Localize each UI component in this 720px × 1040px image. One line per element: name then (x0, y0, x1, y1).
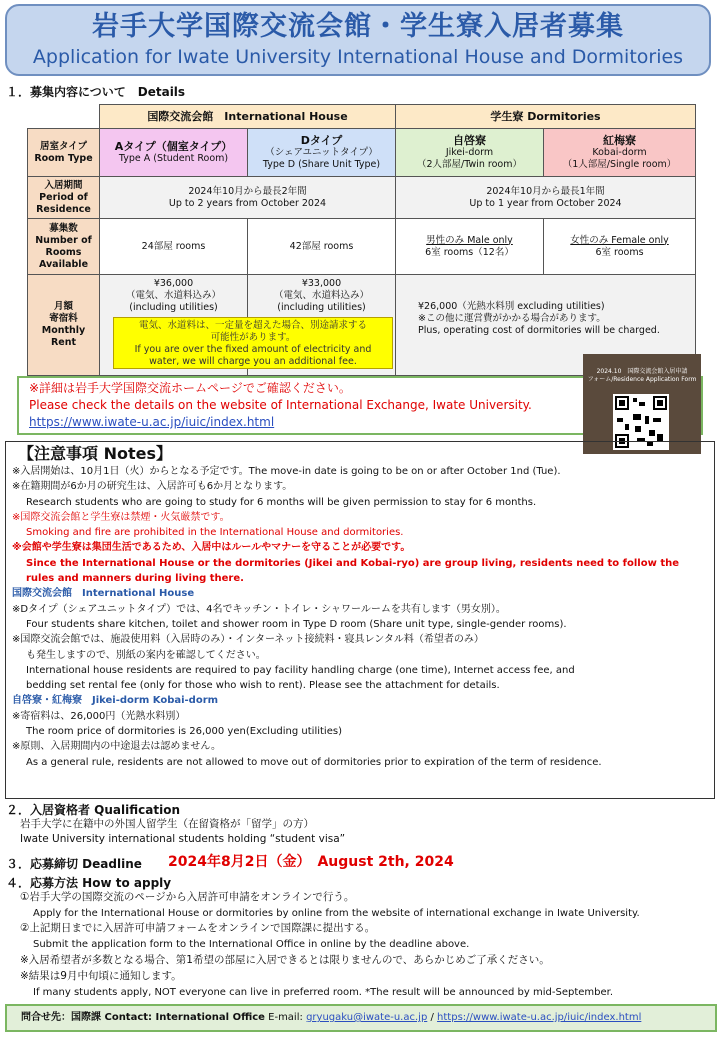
type-a-cell: Aタイプ（個室タイプ） Type A (Student Room) (100, 129, 248, 177)
notes-line: ※原則、入居期間内の中途退去は認めません。 (12, 741, 221, 753)
notes-line: ※寄宿料は、26,000円（光熱水料別） (12, 710, 186, 722)
notes-line: bedding set rental fee (only for those who wish to rent). Please see the attachment for details. (26, 680, 500, 692)
notes-box (5, 441, 715, 799)
notes-line: As a general rule, residents are not allowed to move out of dormitories prior to expiration of the term of residence. (26, 756, 602, 768)
type-d-cell: Dタイプ （シェアユニットタイプ） Type D (Share Unit Type) (248, 129, 396, 177)
notes-line: ※Dタイプ（シェアユニットタイプ）では、4名でキッチン・トイレ・シャワールームを共有します（男女別）。 (12, 603, 506, 615)
qr-card[interactable] (583, 354, 701, 454)
ih-header: 国際交流会館 International House (100, 105, 396, 129)
notes-subheading: 自啓寮・紅梅寮 Jikei-dorm Kobai-dorm (12, 695, 219, 707)
deadline-date: 2024年8月2日（金） August 2th, 2024 (168, 854, 454, 870)
qr-caption: 2024.10 国際交流会館入居申請 フォーム/Residence Application Form (587, 368, 697, 383)
title-en: Application for Iwate University International House and Dormitories (32, 46, 684, 68)
notes-line: も発生しますので、別紙の案内を確認してください。 (26, 649, 266, 661)
kobai-cell: 紅梅寮 Kobai-dorm （1人部屋/Single room） (544, 129, 696, 177)
rooms-label: 募集数 Number of Rooms Available (28, 219, 100, 275)
detail-link[interactable]: https://www.iwate-u.ac.jp/iuic/index.html (29, 415, 275, 429)
rooms-jikei: 男性のみ Male only 6室 rooms（12名） (396, 219, 544, 275)
section2-heading: ２．入居資格者 Qualification (6, 803, 180, 817)
dorm-header: 学生寮 Dormitories (396, 105, 696, 129)
rooms-kobai: 女性のみ Female only 6室 rooms (544, 219, 696, 275)
title-ja: 岩手大学国際交流会館・学生寮入居者募集 (92, 11, 624, 42)
rent-label: 月額 寄宿料 Monthly Rent (28, 275, 100, 376)
notes-line: International house residents are required to pay facility handling charge (one time), Internet access fee, and (26, 664, 575, 676)
apply-step-1-en: Apply for the International House or dormitories by online from the website of international exchange in Iwate University. (33, 908, 640, 919)
apply-step-2: ②上記期日までに入居許可申請フォームをオンラインで国際課に提出する。 (20, 922, 376, 934)
rent-a: ¥36,000 （電気、水道料込み） (including utilities) (100, 275, 248, 376)
email-link[interactable]: gryugaku@iwate-u.ac.jp (306, 1012, 428, 1023)
apply-note-2: ※結果は9月中旬頃に通知します。 (20, 970, 182, 982)
rent-dorm: ¥26,000（光熱水料別 excluding utilities) ※この他に運営費がかかる場合があります。 Plus, operating cost of dormitories will be charged. (396, 275, 696, 376)
section1-heading: １．募集内容について Details (6, 85, 186, 99)
apply-step-1: ①岩手大学の国際交流のページから入居許可申請をオンラインで行う。 (20, 891, 355, 903)
notes-line: Since the International House or the dormitories (Jikei and Kobai-ryo) are group living, residents need to follow the (26, 557, 680, 569)
notes-line: Research students who are going to study for 6 months will be given permission to stay for 6 months. (26, 496, 537, 508)
corner-cell (28, 105, 100, 129)
room-type-label: 居室タイプ Room Type (28, 129, 100, 177)
period-label: 入居期間 Period of Residence (28, 177, 100, 219)
section4-heading: ４．応募方法 How to apply (6, 876, 172, 890)
notes-line: Smoking and fire are prohibited in the International House and dormitories. (26, 527, 404, 539)
qualification-en: Iwate University international students holding “student visa” (20, 833, 346, 845)
notes-line: ※在籍期間が6か月の研究生は、入居許可も6か月となります。 (12, 481, 293, 493)
rooms-d: 42部屋 rooms (248, 219, 396, 275)
notes-line: ※国際交流会館では、施設使用料（入居時のみ）・インターネット接続料・寝具レンタル料（希望者のみ） (12, 634, 484, 646)
email-label: E-mail: (268, 1012, 303, 1023)
jikei-cell: 自啓寮 Jikei-dorm （2人部屋/Twin room） (396, 129, 544, 177)
ih-period: 2024年10月から最長2年間 Up to 2 years from October 2024 (100, 177, 396, 219)
notes-line: Four students share kitchen, toilet and shower room in Type D room (Share unit type, single-gender rooms). (26, 618, 567, 630)
contact-footer (5, 1004, 717, 1032)
apply-note-en: If many students apply, NOT everyone can live in preferred room. *The result will be announced by mid-September. (33, 987, 614, 998)
notes-line: The room price of dormitories is 26,000 yen(Excluding utilities) (26, 726, 342, 738)
qualification-ja: 岩手大学に在籍中の外国人留学生（在留資格が「留学」の方） (20, 818, 314, 830)
detail-en: Please check the details on the website of International Exchange, Iwate University. (29, 398, 532, 412)
rent-d: ¥33,000 （電気、水道料込み） (including utilities) (248, 275, 396, 376)
notes-title: 【注意事項 Notes】 (18, 444, 172, 463)
utility-note: 電気、水道料は、一定量を超えた場合、別途請求する 可能性があります。 If you are over the fixed amount of electricity and water, we will charge you an additional fee. (113, 317, 393, 369)
notes-line: ※会館や学生寮は集団生活であるため、入居中はルールやマナーを守ることが必要です。 (12, 542, 411, 554)
apply-step-2-en: Submit the application form to the International Office in online by the deadline above. (33, 939, 470, 950)
website-link[interactable]: https://www.iwate-u.ac.jp/iuic/index.html (437, 1012, 642, 1023)
section3-heading: ３．応募締切 Deadline (6, 857, 142, 871)
apply-note-1: ※入居希望者が多数となる場合、第1希望の部屋に入居できるとは限りませんので、あらかじめご了承ください。 (20, 954, 550, 966)
detail-ja: ※詳細は岩手大学国際交流ホームページでご確認ください。 (29, 381, 351, 395)
page-header (5, 4, 711, 76)
notes-line: rules and manners during living there. (26, 573, 244, 585)
footer-separator: / (430, 1012, 434, 1023)
dorm-period: 2024年10月から最長1年間 Up to 1 year from October 2024 (396, 177, 696, 219)
notes-line: ※国際交流会館と学生寮は禁煙・火気厳禁です。 (12, 511, 230, 523)
rooms-a: 24部屋 rooms (100, 219, 248, 275)
notes-line: ※入居開始は、10月1日（火）からとなる予定です。The move-in date is going to be on or after October 1nd (Tue). (12, 466, 561, 477)
notes-subheading: 国際交流会館 International House (12, 588, 195, 600)
contact-label: 問合せ先：国際課 Contact: International Office (21, 1012, 265, 1023)
